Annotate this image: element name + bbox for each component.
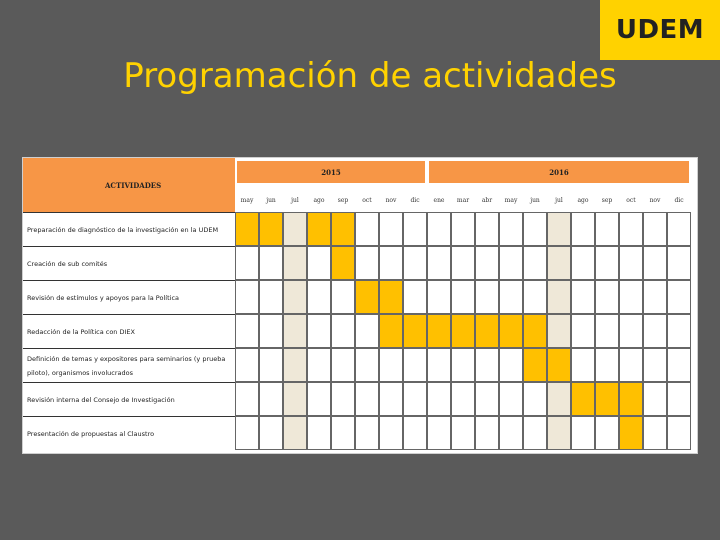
empty-cell: [643, 348, 667, 382]
empty-cell: [259, 280, 283, 314]
scheduled-cell: [523, 348, 547, 382]
empty-cell: [427, 382, 451, 416]
empty-cell: [523, 382, 547, 416]
empty-cell: [499, 246, 523, 280]
empty-cell: [667, 246, 691, 280]
scheduled-cell: [619, 382, 643, 416]
empty-cell: [379, 382, 403, 416]
empty-cell: [451, 246, 475, 280]
empty-cell: [427, 212, 451, 246]
empty-cell: [379, 416, 403, 450]
scheduled-cell: [403, 314, 427, 348]
empty-cell: [283, 212, 307, 246]
month-label: jun: [266, 196, 276, 204]
empty-cell: [259, 416, 283, 450]
month-label: dic: [674, 196, 684, 204]
empty-cell: [235, 280, 259, 314]
logo-text: UDEM: [615, 15, 705, 45]
scheduled-cell: [595, 382, 619, 416]
month-label: may: [240, 196, 254, 204]
empty-cell: [475, 348, 499, 382]
month-label: jul: [555, 196, 563, 204]
slide-title: Programación de actividades: [123, 56, 617, 96]
scheduled-cell: [427, 314, 451, 348]
empty-cell: [307, 348, 331, 382]
month-label: ene: [433, 196, 445, 204]
activity-row-label: Preparación de diagnóstico de la investigación en la UDEM: [23, 212, 235, 246]
empty-cell: [571, 246, 595, 280]
scheduled-cell: [619, 416, 643, 450]
empty-cell: [643, 382, 667, 416]
empty-cell: [643, 212, 667, 246]
empty-cell: [595, 246, 619, 280]
empty-cell: [523, 246, 547, 280]
empty-cell: [307, 314, 331, 348]
month-label: ago: [313, 196, 325, 204]
empty-cell: [499, 348, 523, 382]
empty-cell: [547, 382, 571, 416]
scheduled-cell: [307, 212, 331, 246]
empty-cell: [355, 416, 379, 450]
month-label: dic: [410, 196, 420, 204]
empty-cell: [235, 382, 259, 416]
empty-cell: [427, 348, 451, 382]
udem-logo: [600, 0, 720, 60]
empty-cell: [571, 348, 595, 382]
scheduled-cell: [571, 382, 595, 416]
empty-cell: [595, 348, 619, 382]
month-label: abr: [481, 196, 493, 204]
empty-cell: [403, 382, 427, 416]
month-label: nov: [385, 196, 397, 204]
empty-cell: [595, 212, 619, 246]
empty-cell: [451, 416, 475, 450]
empty-cell: [667, 416, 691, 450]
empty-cell: [571, 416, 595, 450]
scheduled-cell: [451, 314, 475, 348]
empty-cell: [595, 416, 619, 450]
empty-cell: [595, 280, 619, 314]
scheduled-cell: [547, 348, 571, 382]
empty-cell: [547, 212, 571, 246]
empty-cell: [331, 348, 355, 382]
empty-cell: [331, 314, 355, 348]
empty-cell: [667, 212, 691, 246]
scheduled-cell: [499, 314, 523, 348]
activities-header: [23, 158, 235, 212]
empty-cell: [427, 246, 451, 280]
empty-cell: [379, 246, 403, 280]
empty-cell: [499, 212, 523, 246]
empty-cell: [307, 416, 331, 450]
empty-cell: [355, 246, 379, 280]
empty-cell: [235, 246, 259, 280]
empty-cell: [523, 416, 547, 450]
month-label: mar: [456, 196, 470, 204]
empty-cell: [499, 382, 523, 416]
empty-cell: [235, 314, 259, 348]
empty-cell: [643, 246, 667, 280]
month-label: oct: [362, 196, 372, 204]
empty-cell: [403, 348, 427, 382]
empty-cell: [403, 416, 427, 450]
empty-cell: [571, 212, 595, 246]
empty-cell: [547, 280, 571, 314]
empty-cell: [595, 314, 619, 348]
scheduled-cell: [235, 212, 259, 246]
empty-cell: [379, 348, 403, 382]
empty-cell: [619, 348, 643, 382]
empty-cell: [499, 280, 523, 314]
month-label: jul: [291, 196, 299, 204]
empty-cell: [523, 280, 547, 314]
empty-cell: [283, 348, 307, 382]
empty-cell: [403, 280, 427, 314]
empty-cell: [307, 280, 331, 314]
empty-cell: [283, 280, 307, 314]
empty-cell: [355, 212, 379, 246]
activity-row-label: Redacción de la Política con DIEX: [23, 314, 235, 348]
month-label: ago: [577, 196, 589, 204]
empty-cell: [547, 246, 571, 280]
scheduled-cell: [331, 212, 355, 246]
empty-cell: [619, 246, 643, 280]
empty-cell: [523, 212, 547, 246]
empty-cell: [475, 416, 499, 450]
scheduled-cell: [355, 280, 379, 314]
month-label: oct: [626, 196, 636, 204]
empty-cell: [571, 280, 595, 314]
empty-cell: [331, 280, 355, 314]
empty-cell: [283, 416, 307, 450]
scheduled-cell: [475, 314, 499, 348]
year-header-2015: 2015: [237, 161, 425, 183]
empty-cell: [307, 246, 331, 280]
empty-cell: [667, 348, 691, 382]
empty-cell: [355, 382, 379, 416]
empty-cell: [235, 416, 259, 450]
empty-cell: [283, 382, 307, 416]
empty-cell: [547, 314, 571, 348]
empty-cell: [451, 280, 475, 314]
empty-cell: [259, 348, 283, 382]
activity-row-label: Revisión de estímulos y apoyos para la Política: [23, 280, 235, 314]
empty-cell: [475, 280, 499, 314]
empty-cell: [643, 416, 667, 450]
empty-cell: [475, 382, 499, 416]
empty-cell: [307, 382, 331, 416]
month-label: nov: [649, 196, 661, 204]
month-label: jun: [530, 196, 540, 204]
scheduled-cell: [331, 246, 355, 280]
empty-cell: [571, 314, 595, 348]
scheduled-cell: [523, 314, 547, 348]
activity-row-label: Presentación de propuestas al Claustro: [23, 416, 235, 450]
year-header-2016: 2016: [429, 161, 689, 183]
empty-cell: [259, 314, 283, 348]
scheduled-cell: [259, 212, 283, 246]
scheduled-cell: [379, 314, 403, 348]
empty-cell: [355, 314, 379, 348]
empty-cell: [667, 314, 691, 348]
scheduled-cell: [379, 280, 403, 314]
empty-cell: [331, 416, 355, 450]
empty-cell: [547, 416, 571, 450]
empty-cell: [619, 280, 643, 314]
schedule-table: [22, 157, 698, 454]
empty-cell: [643, 280, 667, 314]
empty-cell: [403, 212, 427, 246]
activity-row-label: Definición de temas y expositores para seminarios (y prueba piloto), organismos involucrados: [23, 348, 235, 382]
empty-cell: [283, 314, 307, 348]
empty-cell: [283, 246, 307, 280]
empty-cell: [235, 348, 259, 382]
month-label: may: [504, 196, 518, 204]
empty-cell: [451, 348, 475, 382]
empty-cell: [259, 382, 283, 416]
month-label: sep: [337, 196, 349, 204]
empty-cell: [259, 246, 283, 280]
empty-cell: [403, 246, 427, 280]
activity-row-label: Creación de sub comités: [23, 246, 235, 280]
empty-cell: [379, 212, 403, 246]
empty-cell: [427, 416, 451, 450]
empty-cell: [451, 382, 475, 416]
empty-cell: [475, 246, 499, 280]
empty-cell: [355, 348, 379, 382]
activities-header-label: ACTIVIDADES: [105, 180, 162, 190]
empty-cell: [451, 212, 475, 246]
activity-row-label: Revisión interna del Consejo de Investigación: [23, 382, 235, 416]
empty-cell: [667, 280, 691, 314]
empty-cell: [667, 382, 691, 416]
empty-cell: [619, 314, 643, 348]
month-label: sep: [601, 196, 613, 204]
empty-cell: [643, 314, 667, 348]
empty-cell: [427, 280, 451, 314]
empty-cell: [475, 212, 499, 246]
empty-cell: [619, 212, 643, 246]
empty-cell: [331, 382, 355, 416]
empty-cell: [499, 416, 523, 450]
